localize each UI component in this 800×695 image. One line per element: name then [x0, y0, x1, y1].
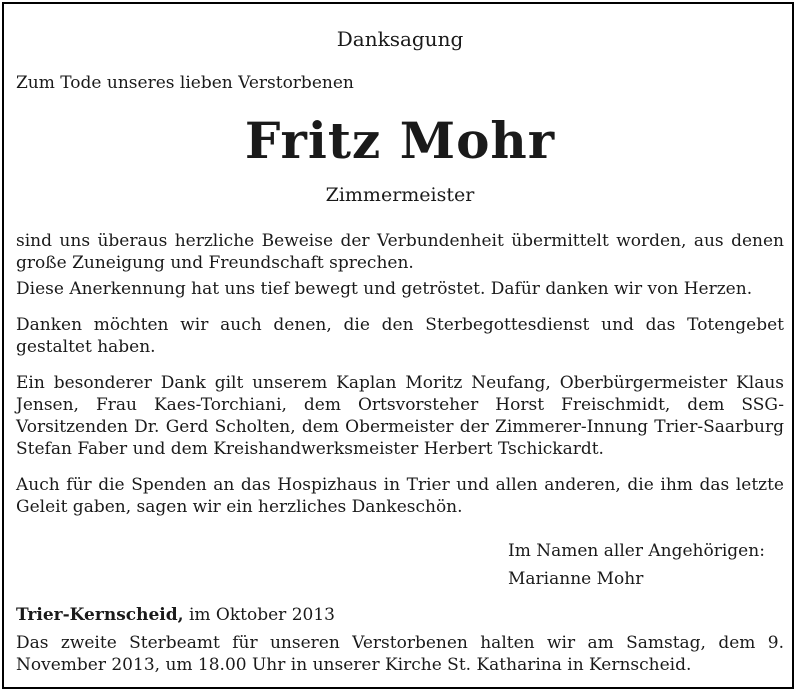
deceased-name: Fritz Mohr: [244, 111, 556, 170]
place-date: [16, 604, 784, 626]
place: Trier-Kernscheid,: [16, 605, 184, 625]
thanks-paragraph-4: Auch für die Spenden an das Hospizhaus in Trier und allen anderen, die ihm das letzte Geleit gaben, sagen wir ein herzliches Dankeschön.: [16, 475, 784, 517]
date: im Oktober 2013: [188, 605, 335, 625]
service-notice: Das zweite Sterbeamt für unseren Verstorbenen halten wir am Samstag, dem 9. November 2013, um 18.00 Uhr in unserer Kirche St. Katharina in Kernscheid.: [16, 633, 784, 675]
thanks-paragraph-3: Ein besonderer Dank gilt unserem Kaplan Moritz Neufang, Oberbürgermeister Klaus Jensen, Frau Kaes-Torchiani, dem Ortsvorsteher Horst Freischmidt, dem SSG-Vorsitzenden Dr. Gerd Scholten, dem Obermeister der Zimmerer-Innung Trier-Saarburg Stefan Faber und dem Kreishandwerksmeister Herbert Tschickardt.: [16, 373, 784, 459]
signature-name: Marianne Mohr: [508, 569, 644, 589]
thanks-paragraph-1a: sind uns überaus herzliche Beweise der Verbundenheit übermittelt worden, aus denen große Zuneigung und Freundschaft sprechen.: [16, 231, 784, 273]
thanks-paragraph-1b: Diese Anerkennung hat uns tief bewegt und getröstet. Dafür danken wir von Herzen.: [16, 279, 753, 299]
signature-line-1: Im Namen aller Angehörigen:: [508, 541, 765, 561]
heading: Danksagung: [336, 27, 464, 51]
thanks-paragraph-2: Danken möchten wir auch denen, die den Sterbegottesdienst und das Totengebet gestaltet haben.: [16, 315, 784, 357]
intro-line: Zum Tode unseres lieben Verstorbenen: [16, 73, 354, 93]
profession: Zimmermeister: [325, 184, 475, 206]
